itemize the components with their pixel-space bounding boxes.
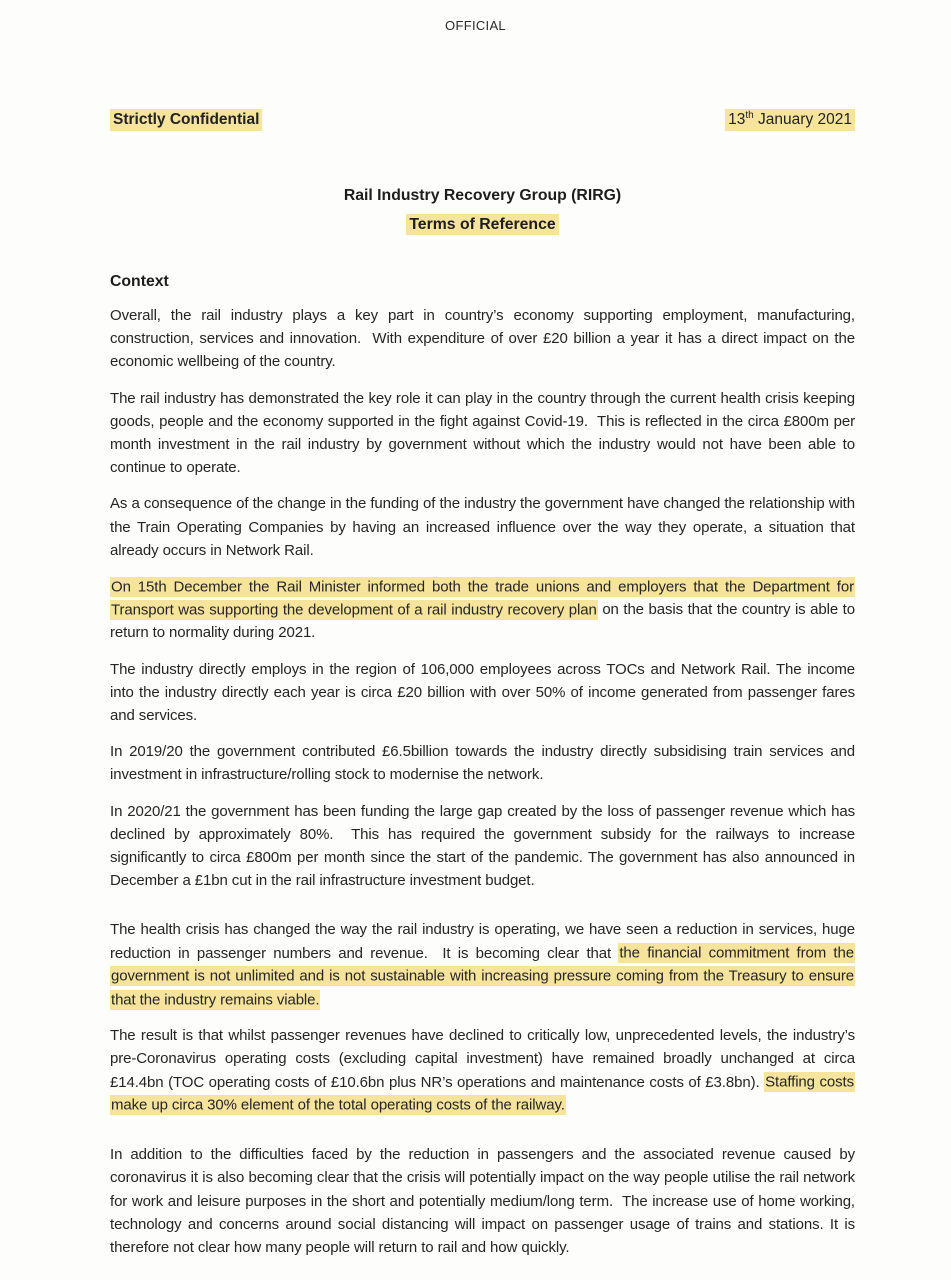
- text-run: In addition to the difficulties faced by the reduction in passengers and the associated revenue caused by coronavirus it is also becoming clear that the crisis will potentially impact on the way people utilise the rail network for work and leisure purposes in the short and potentially medium/long term. The increase use of home working, technology and concerns around social distancing will impact on passenger usage of trains and stations. It is therefore not clear how many people will return to rail and how quickly.: [110, 1146, 855, 1256]
- document-date: [725, 109, 855, 131]
- text-run: Overall, the rail industry plays a key part in country’s economy supporting employment, manufacturing, construction, services and innovation. With expenditure of over £20 billion a year it has a direct impact on the economic wellbeing of the country.: [110, 307, 855, 371]
- document-subtitle: Terms of Reference: [406, 214, 558, 235]
- document-content: [0, 109, 951, 1259]
- paragraph: [110, 658, 855, 728]
- paragraph: [110, 1024, 855, 1117]
- text-run: As a consequence of the change in the funding of the industry the government have changed the relationship with the Train Operating Companies by having an increased influence over the way they operate, a situation that already occurs in Network Rail.: [110, 495, 855, 559]
- document-subtitle-row: [110, 210, 855, 239]
- text-run: In 2019/20 the government contributed £6.5billion towards the industry directly subsidising train services and investment in infrastructure/rolling stock to modernise the network.: [110, 743, 855, 784]
- paragraph: [110, 1143, 855, 1259]
- date-ordinal: th: [745, 109, 754, 121]
- paragraph: [110, 740, 855, 786]
- document-body: [110, 304, 855, 1259]
- highlighted-text: On 15th December the Rail Minister informed both the trade unions and employers that the Department for Transport was supporting the development of a rail industry recovery plan: [111, 578, 854, 619]
- paragraph: [110, 304, 855, 374]
- text-run: In 2020/21 the government has been funding the large gap created by the loss of passenger revenue which has declined by approximately 80%. This has required the government subsidy for the railways to increase significantly to circa £800m per month since the start of the pandemic. The government has also announced in December a £1bn cut in the rail infrastructure investment budget.: [110, 802, 855, 890]
- paragraph: [110, 492, 855, 562]
- text-run: The result is that whilst passenger revenues have declined to critically low, unprecedented levels, the industry’s pre-Coronavirus operating costs (excluding capital investment) have remained broadly unchanged at circa £14.4bn (TOC operating costs of £10.6bn plus NR’s operations and maintenance costs of £3.8bn).: [110, 1027, 855, 1091]
- date-rest: January 2021: [753, 111, 852, 128]
- date-day: 13: [728, 111, 746, 128]
- paragraph: [110, 387, 855, 480]
- document-title: Rail Industry Recovery Group (RIRG): [343, 187, 622, 204]
- text-run: The health crisis has changed the way the rail industry is operating, we have seen a reduction in services, huge reduction in passenger numbers and revenue. It is becoming clear that: [110, 921, 855, 962]
- meta-row: [110, 109, 855, 131]
- title-block: [110, 181, 855, 239]
- highlighted-text: Staffing costs make up circa 30% element of the total operating costs of the railway.: [111, 1073, 855, 1114]
- confidential-label: Strictly Confidential: [110, 109, 262, 131]
- paragraph: [110, 800, 855, 893]
- paragraph: [110, 575, 855, 645]
- text-run: The industry directly employs in the region of 106,000 employees across TOCs and Network Rail. The income into the industry directly each year is circa £20 billion with over 50% of income generated from passenger fares and services.: [110, 660, 855, 725]
- text-run: on the basis that the country is able to return to normality during 2021.: [110, 601, 855, 642]
- highlighted-text: the financial commitment from the government is not unlimited and is not sustainable with increasing pressure coming from the Treasury to ensure that the industry remains viable.: [111, 944, 854, 1009]
- text-run: The rail industry has demonstrated the key role it can play in the country through the current health crisis keeping goods, people and the economy supported in the fight against Covid-19. This is reflected in the circa £800m per month investment in the rail industry by government without which the industry would not have been able to continue to operate.: [110, 389, 855, 477]
- paragraph: [110, 918, 855, 1011]
- section-heading: Context: [110, 273, 169, 290]
- classification-header: OFFICIAL: [445, 18, 506, 33]
